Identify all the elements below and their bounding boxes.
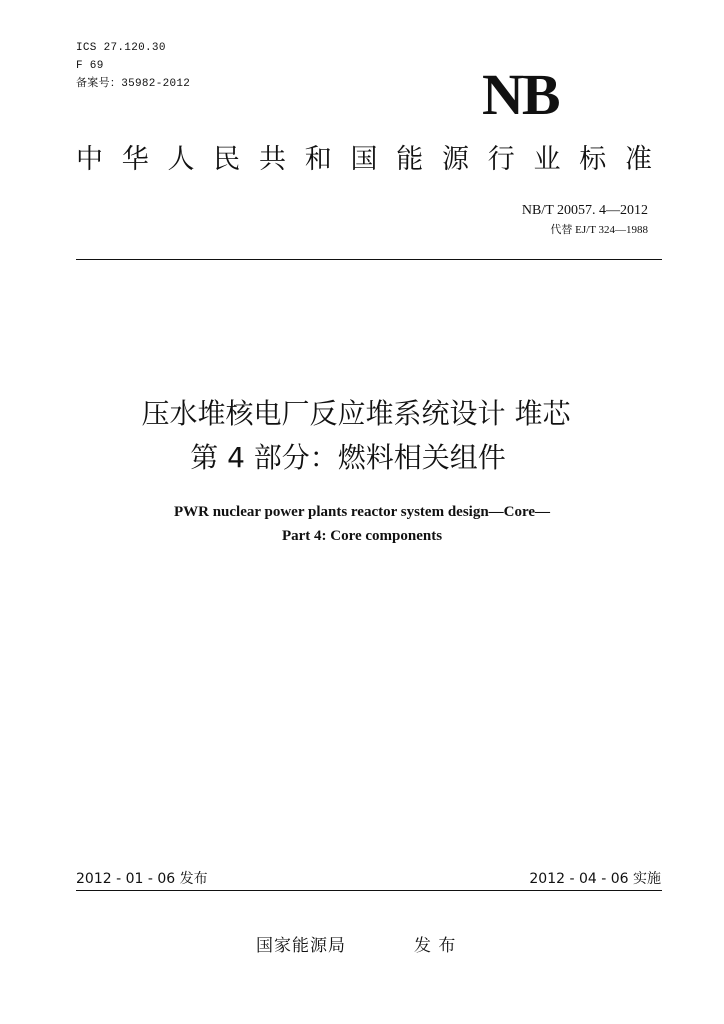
footer-divider [76, 890, 662, 891]
standard-category-char: 和 [304, 144, 332, 175]
standard-category-char: 华 [121, 144, 149, 175]
standard-number: NB/T 20057. 4—2012 [521, 203, 648, 218]
issuing-authority: 国家能源局 [256, 936, 346, 956]
standard-category-char: 民 [213, 144, 241, 175]
standard-category-char: 准 [625, 144, 652, 175]
ics-code: ICS 27.120.30 [76, 42, 166, 54]
replaces-standard: 代替 EJ/T 324—1988 [550, 224, 648, 236]
standard-category-char: 国 [350, 144, 378, 175]
nb-logo: NB [482, 62, 559, 127]
chinese-title-line-2: 第 4 部分：燃料相关组件 [190, 441, 506, 474]
standard-category-char: 源 [442, 144, 469, 175]
standard-category-char: 标 [579, 144, 607, 175]
header-divider [76, 259, 662, 260]
english-title-line-1: PWR nuclear power plants reactor system design—Core— [173, 504, 551, 520]
standard-category-char: 能 [396, 144, 424, 175]
standard-category-char: 中 [76, 144, 103, 175]
standard-category-char: 行 [487, 144, 515, 175]
standard-category-title [76, 142, 652, 178]
record-number: 备案号：35982-2012 [76, 78, 191, 90]
issue-action: 发 布 [414, 936, 457, 956]
issue-date: 2012 - 01 - 06 发布 [76, 871, 208, 887]
classification-code: F 69 [76, 60, 104, 72]
chinese-title-line-1: 压水堆核电厂反应堆系统设计 堆芯 [141, 397, 571, 430]
english-title-line-2: Part 4: Core components [281, 528, 443, 544]
standard-category-char: 人 [167, 144, 195, 175]
standard-category-char: 共 [259, 144, 286, 175]
standard-category-char: 业 [533, 144, 561, 175]
implementation-date: 2012 - 04 - 06 实施 [529, 871, 661, 887]
